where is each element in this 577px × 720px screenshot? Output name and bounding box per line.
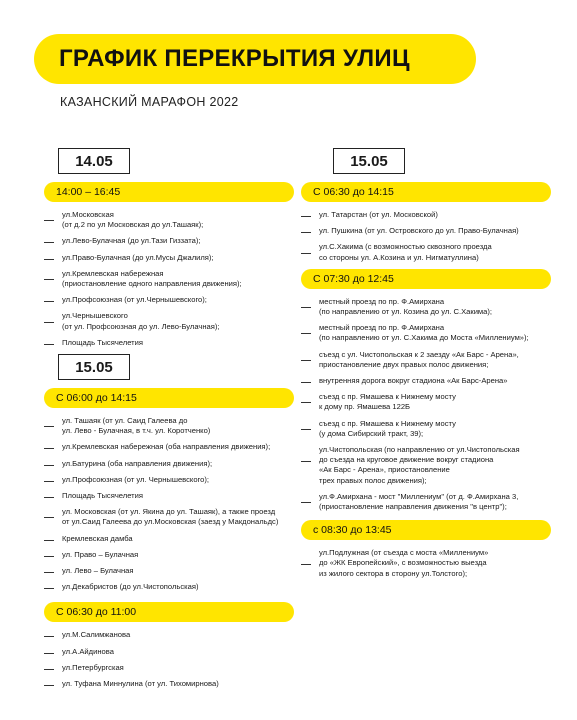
street-text: ул. Ташаяк (от ул. Саид Галеева до	[62, 416, 188, 426]
street-text: «Ак Барс - Арена», приостановление	[319, 465, 450, 475]
street-text: ул. Татарстан (от ул. Московской)	[319, 210, 438, 219]
street-text: от ул.Саид Галеева до ул.Московская (заезд у Макдональдс)	[62, 517, 279, 527]
dash-bullet-icon	[44, 540, 54, 541]
street-text: ул.Кремлевская набережная (оба направления движения);	[62, 442, 271, 452]
left-column	[44, 148, 294, 695]
list-item	[301, 323, 551, 343]
list-item	[44, 210, 294, 230]
street-text: ул.М.Салимжанова	[62, 630, 131, 640]
dash-bullet-icon	[44, 481, 54, 482]
street-text: ул. Право – Булачная	[62, 549, 139, 559]
list-item	[44, 253, 294, 263]
dash-bullet-icon	[44, 259, 54, 260]
dash-bullet-icon	[301, 502, 311, 503]
street-text: до «ЖК Европейский», с возможностью выезда	[319, 558, 487, 568]
street-text: ул.Ф.Амирхана - мост "Миллениум" (от д. Ф.Амирхана 3,	[319, 491, 519, 501]
street-text: ул. Лево - Булачная, в т.ч. ул. Коротченко)	[62, 426, 211, 436]
time-pill: С 06:30 до 11:00	[44, 602, 294, 622]
street-text: ул. Лево – Булачная	[62, 566, 134, 576]
dash-bullet-icon	[44, 322, 54, 323]
dash-bullet-icon	[44, 588, 54, 589]
street-text: Площадь Тысячелетия	[62, 491, 143, 501]
street-text: местный проезд по пр. Ф.Амирхана	[319, 296, 445, 306]
street-text: ул.Подлужная (от съезда с моста «Миллениум»	[319, 548, 489, 558]
street-text: до съезда на круговое движение вокруг стадиона	[319, 455, 494, 465]
dash-bullet-icon	[44, 279, 54, 280]
page-subtitle: КАЗАНСКИЙ МАРАФОН 2022	[60, 95, 239, 109]
street-text: (у дома Сибирский тракт, 39);	[319, 428, 424, 438]
time-pill: с 08:30 до 13:45	[301, 520, 551, 540]
list-item	[44, 630, 294, 640]
street-list	[44, 416, 294, 592]
dash-bullet-icon	[44, 301, 54, 302]
street-list	[44, 630, 294, 689]
dash-bullet-icon	[44, 220, 54, 221]
street-text: к дому пр. Ямашева 122Б	[319, 402, 411, 412]
street-list	[301, 297, 551, 512]
list-item	[44, 475, 294, 485]
dash-bullet-icon	[44, 572, 54, 573]
street-list	[301, 548, 551, 579]
street-text: (по направлению от ул. С.Хакима до Моста «Миллениум»);	[319, 333, 529, 343]
list-item	[44, 663, 294, 673]
street-text: ул. Московская (от ул. Якина до ул. Ташаяк), а также проезд	[62, 507, 276, 517]
street-text: (от д.2 по ул Московская до ул.Ташаяк);	[62, 220, 204, 230]
list-item	[44, 550, 294, 560]
street-text: ул.Право-Булачная (до ул.Мусы Джалиля);	[62, 252, 214, 262]
dash-bullet-icon	[301, 253, 311, 254]
list-item	[301, 242, 551, 262]
street-text: Площадь Тысячелетия	[62, 337, 143, 347]
dash-bullet-icon	[44, 448, 54, 449]
street-text: ул. Пушкина (от ул. Островского до ул. Право-Булачная)	[319, 226, 519, 236]
dash-bullet-icon	[301, 360, 311, 361]
list-item	[301, 376, 551, 386]
dash-bullet-icon	[44, 242, 54, 243]
page-title: ГРАФИК ПЕРЕКРЫТИЯ УЛИЦ	[59, 45, 410, 72]
list-item	[44, 459, 294, 469]
street-text: ул.Чистопольская (по направлению от ул.Чистопольская	[319, 445, 520, 455]
list-item	[44, 442, 294, 452]
street-text: ул.А.Айдинова	[62, 646, 114, 656]
street-text: ул.С.Хакима (с возможностью сквозного проезда	[319, 242, 492, 252]
list-item	[301, 226, 551, 236]
dash-bullet-icon	[44, 465, 54, 466]
dash-bullet-icon	[301, 333, 311, 334]
time-pill: С 07:30 до 12:45	[301, 269, 551, 289]
street-text: трех правых полос движения);	[319, 475, 427, 485]
list-item	[301, 548, 551, 579]
street-text: съезд с ул. Чистопольская к 2 заезду «Ак Барс - Арена»,	[319, 349, 519, 359]
list-item	[44, 416, 294, 436]
street-text: ул.Московская	[62, 210, 114, 219]
dash-bullet-icon	[44, 653, 54, 654]
street-text: ул.Кремлевская набережная	[62, 268, 164, 278]
list-item	[44, 295, 294, 305]
street-text: внутренняя дорога вокруг стадиона «Ак Барс-Арена»	[319, 376, 508, 386]
list-item	[44, 491, 294, 501]
dash-bullet-icon	[44, 669, 54, 670]
list-item	[301, 210, 551, 220]
list-item	[44, 507, 294, 527]
list-item	[44, 647, 294, 657]
dash-bullet-icon	[44, 426, 54, 427]
dash-bullet-icon	[301, 461, 311, 462]
street-text: Кремлевская дамба	[62, 533, 133, 543]
list-item	[44, 534, 294, 544]
list-item	[301, 297, 551, 317]
street-list	[44, 210, 294, 348]
list-item	[301, 445, 551, 486]
dash-bullet-icon	[301, 232, 311, 233]
street-text: местный проезд по пр. Ф.Амирхана	[319, 323, 445, 333]
list-item	[44, 582, 294, 592]
street-text: из жилого сектора в сторону ул.Толстого);	[319, 568, 468, 578]
dash-bullet-icon	[301, 216, 311, 217]
street-text: съезд с пр. Ямашева к Нижнему мосту	[319, 392, 456, 402]
street-text: ул.Лево-Булачная (до ул.Тази Гиззата);	[62, 236, 201, 246]
dash-bullet-icon	[301, 429, 311, 430]
list-item	[44, 236, 294, 246]
street-text: ул.Петербургская	[62, 662, 124, 672]
time-pill: 14:00 – 16:45	[44, 182, 294, 202]
time-pill: С 06:30 до 14:15	[301, 182, 551, 202]
dash-bullet-icon	[44, 636, 54, 637]
street-text: со стороны ул. А.Козина и ул. Нигматуллина)	[319, 252, 479, 262]
street-text: ул.Профсоюзная (от ул. Чернышевского);	[62, 474, 210, 484]
dash-bullet-icon	[301, 564, 311, 565]
dash-bullet-icon	[44, 497, 54, 498]
street-text: ул. Туфана Миннулина (от ул. Тихомирнова)	[62, 679, 219, 689]
list-item	[44, 311, 294, 331]
street-text: (приостановление одного направления движения);	[62, 279, 242, 289]
date-box: 14.05	[58, 148, 130, 174]
list-item	[301, 350, 551, 370]
street-text: съезд с пр. Ямашева к Нижнему мосту	[319, 418, 456, 428]
date-box: 15.05	[333, 148, 405, 174]
dash-bullet-icon	[44, 556, 54, 557]
title-banner	[34, 34, 476, 84]
street-text: (приостановление направления движения "в центр");	[319, 502, 507, 512]
dash-bullet-icon	[301, 402, 311, 403]
street-text: ул.Батурина (оба направления движения);	[62, 458, 213, 468]
list-item	[301, 419, 551, 439]
list-item	[44, 338, 294, 348]
list-item	[301, 392, 551, 412]
list-item	[44, 566, 294, 576]
list-item	[44, 679, 294, 689]
dash-bullet-icon	[44, 517, 54, 518]
street-text: ул.Декабристов (до ул.Чистопольская)	[62, 582, 199, 592]
time-pill: С 06:00 до 14:15	[44, 388, 294, 408]
list-item	[44, 269, 294, 289]
street-text: ул.Чернышевского	[62, 311, 128, 321]
right-column	[301, 148, 551, 585]
street-list	[301, 210, 551, 263]
list-item	[301, 492, 551, 512]
dash-bullet-icon	[44, 344, 54, 345]
dash-bullet-icon	[44, 685, 54, 686]
street-text: (по направлению от ул. Козина до ул. С.Хакима);	[319, 307, 493, 317]
date-box: 15.05	[58, 354, 130, 380]
dash-bullet-icon	[301, 307, 311, 308]
street-text: приостановление двух правых полос движения;	[319, 359, 489, 369]
dash-bullet-icon	[301, 382, 311, 383]
street-text: ул.Профсоюзная (от ул.Чернышевского);	[62, 295, 207, 305]
street-text: (от ул. Профсоюзная до ул. Лево-Булачная);	[62, 321, 220, 331]
